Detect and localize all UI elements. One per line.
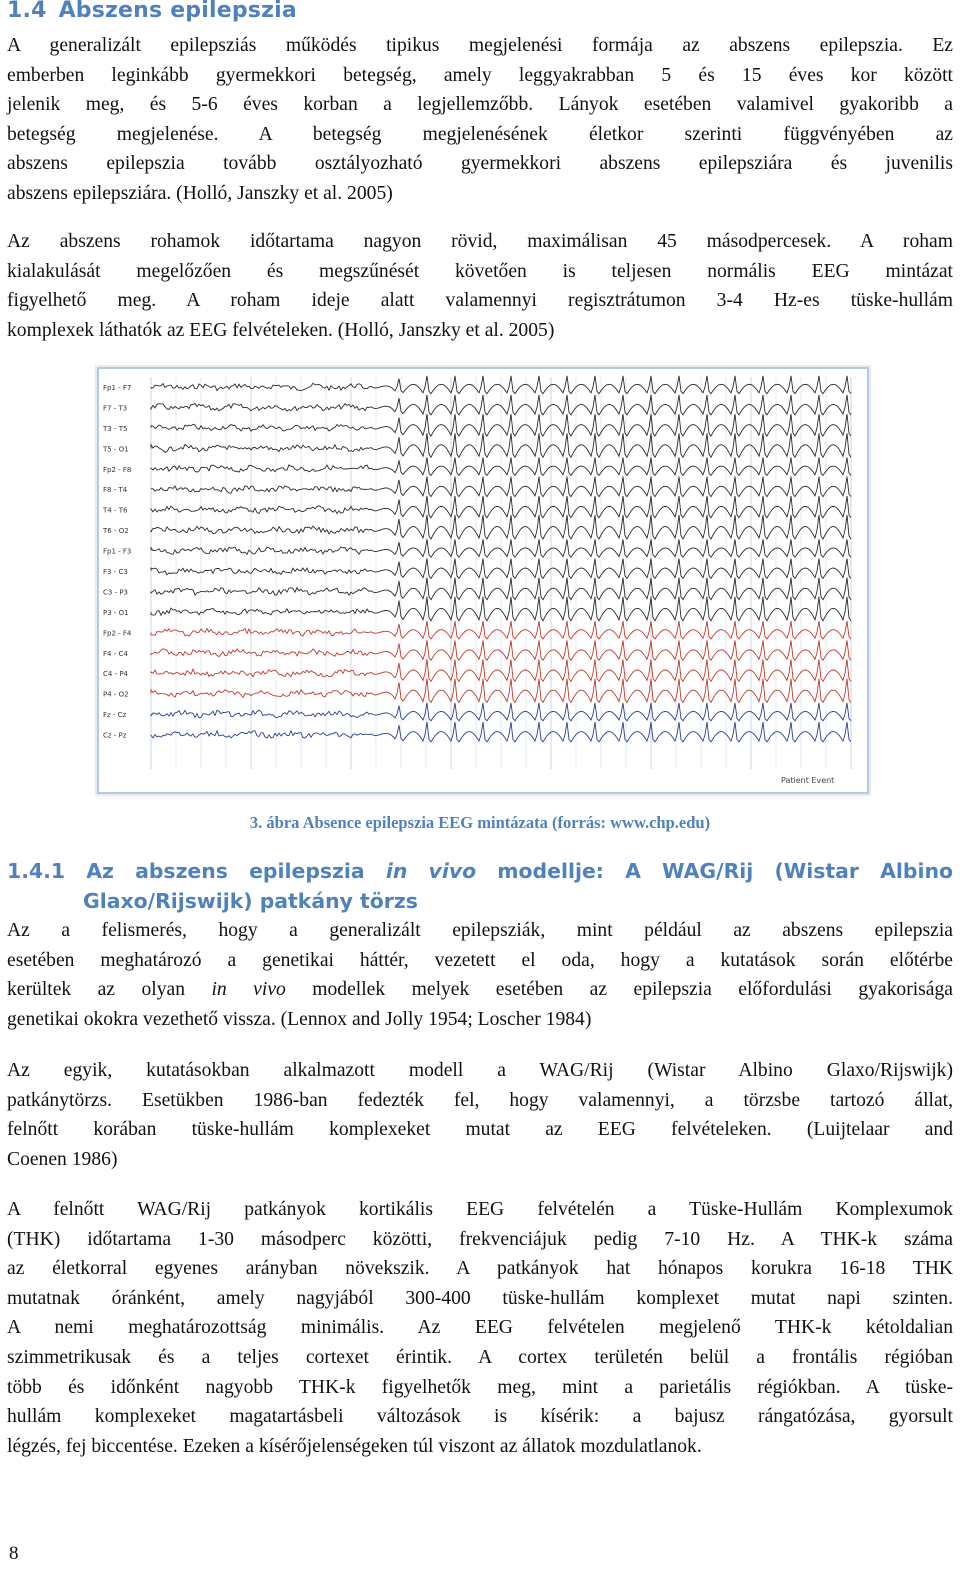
figure-caption: 3. ábra Absence epilepszia EEG mintázata (forrás: www.chp.edu) bbox=[249, 813, 711, 832]
section-heading bbox=[7, 0, 297, 23]
paragraph-line: (THK) időtartama 1-30 másodperc közötti, frekvenciájuk pedig 7-10 Hz. A THK-k száma bbox=[7, 1228, 953, 1250]
eeg-channel-label: Cz - Pz bbox=[103, 731, 127, 740]
paragraph-line: mutatnak óránként, amely nagyjából 300-400 tüske-hullám komplexet mutat napi szinten. bbox=[7, 1287, 953, 1309]
paragraph-line: A felnőtt WAG/Rij patkányok kortikális EEG felvételén a Tüske-Hullám Komplexumok bbox=[7, 1199, 953, 1220]
eeg-channel-label: T3 - T5 bbox=[103, 424, 128, 433]
eeg-channel-label: T5 - O1 bbox=[103, 445, 129, 454]
subsection-title-part: modellje: A WAG/Rij (Wistar Albino bbox=[476, 859, 954, 883]
paragraph-line: kerültek az olyan in vivo modellek melyek esetében az epilepszia előfordulási gyakorisága bbox=[7, 979, 953, 1001]
eeg-channel-label: T4 - T6 bbox=[103, 506, 128, 515]
eeg-footer-label: Patient Event bbox=[781, 776, 835, 785]
paragraph-line: felnőtt korában tüske-hullám komplexeket mutat az EEG felvételeken. (Luijtelaar and bbox=[7, 1119, 953, 1141]
eeg-channel-label: C4 - P4 bbox=[103, 670, 128, 679]
paragraph-line: patkánytörzs. Esetükben 1986-ban fedezték fel, hogy valamennyi, a törzsbe tartozó állat, bbox=[7, 1089, 953, 1111]
eeg-channel-label: Fp1 - F7 bbox=[103, 384, 132, 392]
paragraph-line: Az a felismerés, hogy a generalizált epilepsziák, mint például az abszens epilepszia bbox=[7, 920, 953, 941]
subsection-title-line-1 bbox=[7, 856, 953, 886]
paragraph-line: több és időnként nagyobb THK-k figyelhetők meg, mint a parietális régiókban. A tüske- bbox=[7, 1376, 953, 1398]
paragraph-line: komplexek láthatók az EEG felvételeken. (Holló, Janszky et al. 2005) bbox=[7, 319, 555, 341]
eeg-recording-image bbox=[99, 369, 867, 792]
paragraph-line: A generalizált epilepsziás működés tipikus megjelenési formája az abszens epilepszia. Ez bbox=[7, 35, 953, 56]
paragraph-line: az életkorral egyenes arányban növekszik. A patkányok hat hónapos korukra 16-18 THK bbox=[7, 1258, 953, 1280]
section-number: 1.4 bbox=[7, 0, 47, 23]
subsection-title-line-2: Glaxo/Rijswijk) patkány törzs bbox=[83, 889, 418, 913]
eeg-channel-label: Fp2 - F4 bbox=[103, 629, 132, 638]
paragraph-line: figyelhető meg. A roham ideje alatt valamennyi regisztrátumon 3-4 Hz-es tüske-hullám bbox=[7, 290, 953, 312]
eeg-channel-label: F8 - T4 bbox=[103, 486, 128, 495]
paragraph-line: Az egyik, kutatásokban alkalmazott modell a WAG/Rij (Wistar Albino Glaxo/Rijswijk) bbox=[7, 1060, 953, 1081]
subsection-number: 1.4.1 bbox=[7, 859, 66, 883]
paragraph-wag-rij-model bbox=[7, 1056, 953, 1174]
eeg-channel-label: Fp1 - F3 bbox=[103, 547, 132, 556]
paragraph-line: genetikai okokra vezethető vissza. (Lennox and Jolly 1954; Loscher 1984) bbox=[7, 1008, 592, 1030]
paragraph-line: szimmetrikusak és a teljes cortexet érintik. A cortex területén belül a frontális régióban bbox=[7, 1346, 953, 1368]
eeg-figure bbox=[97, 367, 869, 794]
eeg-channel-label: F4 - C4 bbox=[103, 649, 128, 658]
paragraph-line: esetében meghatározó a genetikai háttér, vezetett el oda, hogy a kutatások során előtérbe bbox=[7, 949, 953, 971]
eeg-channel-label: F7 - T3 bbox=[103, 404, 128, 413]
page-number: 8 bbox=[9, 1543, 19, 1564]
paragraph-thk-description bbox=[7, 1195, 953, 1461]
eeg-channel-label: C3 - P3 bbox=[103, 588, 128, 597]
paragraph-line: Az abszens rohamok időtartama nagyon rövid, maximálisan 45 másodpercesek. A roham bbox=[7, 231, 953, 252]
paragraph-line: jelenik meg, és 5-6 éves korban a legjellemzőbb. Lányok esetében valamivel gyakoribb a bbox=[7, 94, 953, 116]
eeg-channel-label: Fp2 - F8 bbox=[103, 465, 132, 474]
subsection-title-italic: in vivo bbox=[385, 859, 477, 883]
paragraph-intro bbox=[7, 31, 953, 209]
paragraph-line: abszens epilepsziára. (Holló, Janszky et al. 2005) bbox=[7, 182, 393, 204]
paragraph-seizure-duration bbox=[7, 227, 953, 345]
paragraph-line: kialakulását megelőzően és megszűnését követően is teljesen normális EEG mintázat bbox=[7, 260, 953, 282]
paragraph-line: Coenen 1986) bbox=[7, 1148, 118, 1170]
eeg-channel-label: P3 - O1 bbox=[103, 608, 129, 617]
subsection-heading bbox=[7, 856, 953, 916]
paragraph-line: A nemi meghatározottság minimális. Az EEG felvételen megjelenő THK-k kétoldalian bbox=[7, 1317, 953, 1339]
eeg-channel-label: T6 - O2 bbox=[103, 527, 129, 536]
paragraph-line: légzés, fej biccentése. Ezeken a kísérőjelenségeken túl viszont az állatok mozdulatlanok. bbox=[7, 1435, 702, 1457]
paragraph-line: abszens epilepszia tovább osztályozható gyermekkori abszens epilepsziára és juvenilis bbox=[7, 153, 953, 175]
subsection-title-part: Az abszens epilepszia bbox=[86, 859, 386, 883]
paragraph-line: emberben leginkább gyermekkori betegség, amely leggyakrabban 5 és 15 éves kor között bbox=[7, 64, 953, 86]
eeg-channel-label: P4 - O2 bbox=[103, 690, 129, 699]
section-title: Abszens epilepszia bbox=[58, 0, 297, 23]
paragraph-line: betegség megjelenése. A betegség megjelenésének életkor szerinti függvényében az bbox=[7, 123, 953, 145]
paragraph-genetics bbox=[7, 916, 953, 1034]
eeg-channel-label: F3 - C3 bbox=[103, 568, 128, 576]
paragraph-line: hullám komplexeket magatartásbeli változások is kísérik: a bajusz rángatózása, gyorsult bbox=[7, 1406, 953, 1428]
eeg-channel-label: Fz - Cz bbox=[103, 711, 127, 720]
